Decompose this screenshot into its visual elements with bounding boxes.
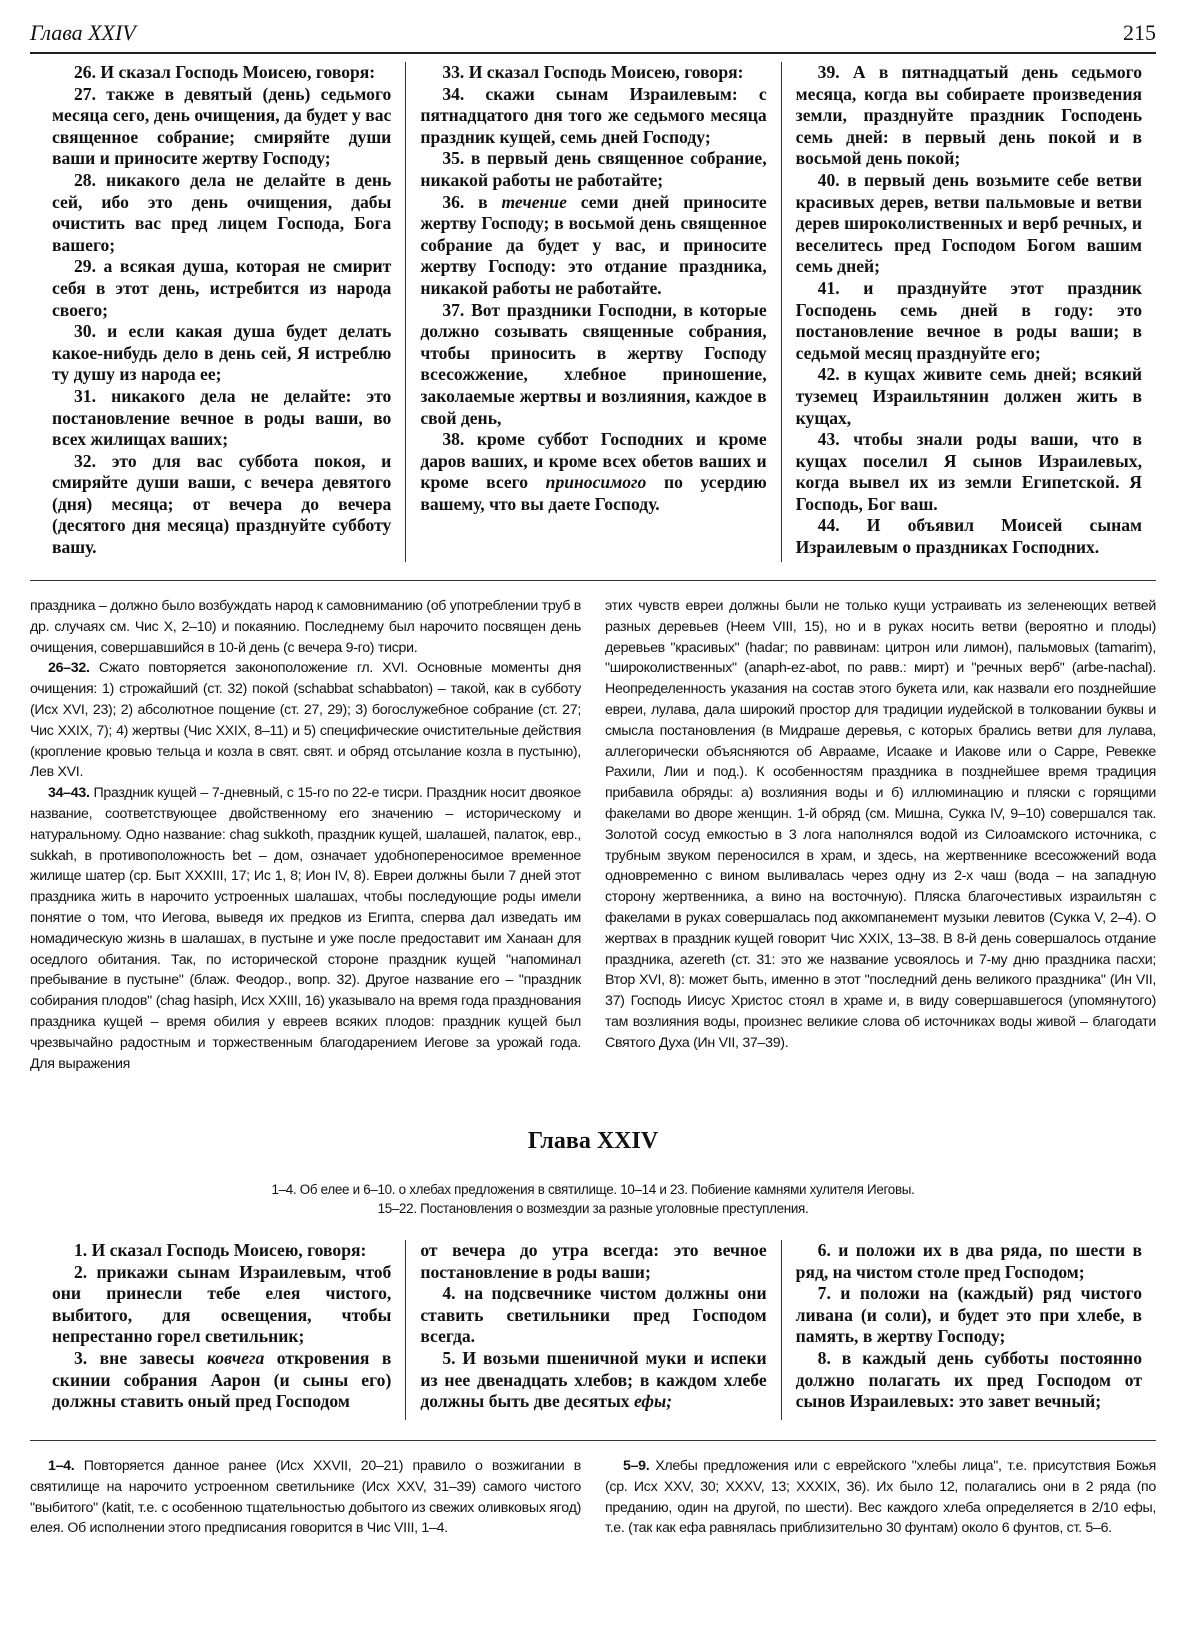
chapter-title: Глава XXIV	[527, 1128, 659, 1154]
verse-3-text-a: 3. вне завесы	[74, 1347, 208, 1368]
verse-column-1	[30, 62, 405, 562]
commentary-text: Хлебы предложения или с еврейского "хлебы лица", т.е. присутствия Божья (ср. Исх XXV, 30; XXXV, 13; XXXIX, 36). Их было 12, полагались они в 2 ряда (по преданию, один на другой, по шести). Вес каждого хлеба определяется в 2/10 ефы, т.е. (так как ефа равнялась приблизительно 30 фунтам) около 6 фунтов, ст. 5–6.	[605, 1458, 1156, 1537]
commentary-paragraph-1-4	[30, 1456, 581, 1539]
verse-37: 37. Вот праздники Господни, в которые должно созывать священные собрания, чтобы приносить в жертву Господу всесожжение, хлебное приношение, заколаемые жертвы и возлияния, каждое в свой день,	[420, 299, 767, 428]
verse-column-2	[405, 62, 780, 562]
verse-44: 44. И объявил Моисей сынам Израилевым о праздниках Господних.	[795, 515, 1142, 558]
commentary-reference: 1–4.	[48, 1458, 75, 1474]
verse-5-italic: ефы;	[634, 1391, 673, 1412]
verse-29: 29. а всякая душа, которая не смирит себя в этот день, истребится из народа своего;	[52, 256, 392, 320]
top-commentary	[30, 596, 1156, 1074]
verse-38-italic: приносимого	[545, 472, 647, 493]
verse-27: 27. также в девятый (день) седьмого месяца сего, день очищения, да будет у вас священное собрание; смиряйте души ваши и приносите жертву Господу;	[52, 83, 392, 169]
running-chapter-title: Глава XXIV	[30, 20, 136, 45]
commentary-column-right	[605, 596, 1156, 1074]
verse-43: 43. чтобы знали роды ваши, что в кущах поселил Я сынов Израилевых, когда вывел их из земли Египетской. Я Господь, Бог ваш.	[795, 429, 1142, 514]
verse-3-continued: от вечера до утра всегда: это вечное постановление в роды ваши;	[420, 1240, 767, 1282]
verse-column-2	[405, 1240, 780, 1420]
verse-38-text-a: 38. кроме суббот Господних и кроме даров ваших, и кроме всех обетов ваших и кроме всего	[420, 429, 767, 493]
verse-8: 8. в каждый день субботы постоянно должно полагать их пред Господом от сынов Израилевых: это завет вечный;	[795, 1347, 1142, 1412]
chapter-summary-line-1: 1–4. Об елее и 6–10. о хлебах предложения в святилище. 10–14 и 23. Побиение камнями хулителя Иеговы.	[271, 1182, 915, 1197]
verse-36-text-a: 36. в	[442, 191, 502, 212]
bottom-verse-columns	[30, 1240, 1156, 1420]
verse-3	[52, 1348, 391, 1413]
section-divider	[30, 1440, 1156, 1441]
verse-2: 2. прикажи сынам Израилевым, чтоб они принесли тебе елея чистого, выбитого, для освещения, чтобы непрестанно горел светильник;	[52, 1261, 392, 1347]
running-header	[30, 18, 1156, 54]
verse-7: 7. и положи на (каждый) ряд чистого ливана (и соли), и будет это при хлебе, в память, в жертву Господу;	[795, 1283, 1142, 1347]
verse-28: 28. никакого дела не делайте в день сей, ибо это день очищения, дабы очистить вас пред лицем Господа, Бога вашего;	[52, 169, 392, 255]
verse-30: 30. и если какая душа будет делать какое-нибудь дело в день сей, Я истреблю ту душу из народа ее;	[52, 321, 392, 385]
verse-36	[420, 192, 766, 300]
page-number: 215	[1123, 20, 1156, 45]
verse-3-text-b: откровения в скинии собрания Аарон (и сыны его) должны ставить оный пред Господом	[52, 1347, 392, 1412]
section-divider	[30, 580, 1156, 581]
top-verse-columns	[30, 62, 1156, 562]
commentary-column-left	[30, 596, 581, 1074]
verse-4: 4. на подсвечнике чистом должны они ставить светильники пред Господом всегда.	[420, 1283, 767, 1347]
verse-42: 42. в кущах живите семь дней; всякий туземец Израильтянин должен жить в кущах,	[795, 364, 1142, 428]
verse-35: 35. в первый день священное собрание, никакой работы не работайте;	[420, 148, 767, 190]
commentary-reference: 5–9.	[623, 1458, 650, 1474]
verse-31: 31. никакого дела не делайте: это постановление вечное в роды ваши, во всех жилищах ваших;	[52, 385, 392, 450]
verse-36-italic: течение	[501, 191, 567, 212]
verse-3-italic: ковчега	[207, 1347, 265, 1368]
commentary-paragraph-5-9	[605, 1456, 1156, 1539]
verse-5	[420, 1348, 766, 1413]
commentary-paragraph-34-43	[30, 783, 581, 1074]
verse-column-3	[781, 62, 1156, 562]
verse-40: 40. в первый день возьмите себе ветви красивых дерев, ветви пальмовые и ветви дерев широколиственных и верб речных, и веселитесь пред Господом Богом вашим семь дней;	[795, 169, 1142, 277]
verse-33: 33. И сказал Господь Моисею, говоря:	[442, 62, 744, 82]
commentary-text: Сжато повторяется законоположение гл. XVI. Основные моменты дня очищения: 1) строжайший (ст. 32) покой (schabbat schabbaton) – такой, как в субботу (Исх XVI, 23); 2) абсолютное пощение (ст. 27, 29); 3) богослужебное собрание (ст. 27; Чис XXIX, 7); 4) жертвы (Чис XXIX, 8–11) и 5) специфические очистительные действия (кропление кровью тельца и козла в свят. свят. и обряд отсылание козла в пустыню), Лев XVI.	[30, 660, 581, 781]
verse-column-1	[30, 1240, 405, 1420]
commentary-paragraph-26-32	[30, 658, 581, 783]
verse-5-text: 5. И возьми пшеничной муки и испеки из нее двенадцать хлебов; в каждом хлебе должны быть две десятых	[420, 1347, 767, 1412]
commentary-text: Праздник кущей – 7-дневный, с 15-го по 22-е тисри. Праздник носит двоякое название, соответствующее двойственному его значению – историческому и натуральному. Одно название: chag sukkoth, праздник кущей, шалашей, палаток, евр., sukkah, в противоположность bet – дом, означает удобнопереносимое временное жилище шатер (ср. Быт XXXIII, 17; Ис 1, 8; Ион IV, 8). Евреи должны были 7 дней этот праздника жить в нарочито устроенных шалашах, чтобы последующие роды имели понятие о том, что Иегова, выведя их предков из Египта, сперва дал изведать им номадическую жизнь в шалашах, в пустыне и уже после предоставит им Ханаан для оседлого обитания. Так, по исторической стороне праздник кущей "напоминал пребывание в пустыне" (блаж. Феодор., вопр. 32). Другое название его – "праздник собирания плодов" (chag hasiph, Исх XXIII, 16) указывало на время года празднования праздника кущей – время обилия у евреев всяких плодов: праздник кущей был чрезвычайно радостным и торжественным благодарением Иегове за урожай года. Для выражения	[30, 785, 581, 1072]
commentary-reference: 26–32.	[48, 660, 90, 677]
chapter-summary-line-2: 15–22. Постановления о возмездии за разные уголовные преступления.	[377, 1201, 809, 1216]
commentary-paragraph: этих чувств евреи должны были не только кущи устраивать из зеленеющих ветвей разных деревьев (Неем VIII, 15), но и в руках носить ветви (вероятно и плоды) деревьев "красивых" (hadar; по раввинам: цитрон или лимон), пальмовых (tamarim), "широколиственных" (anaph-ez-abot, по равв.: мирт) и "речных верб" (arbe-nachal). Неопределенность указания на состав этого букета или, как назвали его позднейшие евреи, лулава, дала широкий простор для традиции иудейской в толковании буквы и смысла постановления (в Мидраше деревья, с которых брались ветви для лулава, аллегорически объясняются об Аврааме, Исааке и Иакове или о Сарре, Ревекке Рахили, Лии и под.). К особенностям праздника в позднейшее время традиция прибавила обряды: а) возлияния воды и б) иллюминацию и пляски с горящими факелами во дворе женщин. 1-й обряд (см. Мишна, Сукка IV, 9–10) совершался так. Золотой сосуд емкостью в 3 лога наполнялся водой из Силоамского источника, с трубным звуком переносился в храм, и здесь, на жертвеннике всесожжений вода одновременно с вином выливалась через одну из 2-х чаш (вода – на западную сторону жертвенника, а вино на восточную). Пляска благочестивых израильтян с факелами в руках совершалась под аккомпанемент музыки левитов (Сукка V, 2–4). О жертвах в праздник кущей говорит Чис XXIX, 13–38. В 8-й день совершалось отдание праздника, azereth (ст. 31: это же название усвоялось и 7-му дню праздника пасхи; Втор XVI, 8): может быть, именно в этот "последний день великого праздника" (Ин VII, 37) Господь Иисус Христос стоял в храме и, в виду совершавшегося (упомянутого) там возлияния воды, произнес великие слова об источниках воды живой – благодати Святого Духа (Ин VII, 37–39).	[605, 598, 1156, 1051]
verse-6: 6. и положи их в два ряда, по шести в ряд, на чистом столе пред Господом;	[795, 1240, 1142, 1282]
verse-38	[420, 429, 766, 515]
verse-32: 32. это для вас суббота покоя, и смиряйте души ваши, с вечера девятого (дня) месяца; от вечера до вечера (десятого дня месяца) празднуйте субботу вашу.	[52, 450, 392, 558]
verse-41: 41. и празднуйте этот праздник Господень семь дней в году: это постановление вечное в роды ваши; в седьмой месяц празднуйте его;	[795, 277, 1142, 363]
verse-column-3	[781, 1240, 1156, 1420]
commentary-reference: 34–43.	[48, 785, 90, 802]
verse-34: 34. скажи сынам Израилевым: с пятнадцатого дня того же седьмого месяца праздник кущей, семь дней Господу;	[420, 83, 767, 147]
bottom-commentary	[30, 1456, 1156, 1539]
verse-36-text-b: семи дней приносите жертву Господу; в восьмой день священное собрание да будет у вас, и приносите жертву Господу: это отдание праздника, никакой работы не работайте.	[420, 191, 767, 298]
verse-39: 39. А в пятнадцатый день седьмого месяца, когда вы собираете произведения земли, празднуйте праздник Господень семь дней: в первый день покой и в восьмой день покой;	[795, 62, 1142, 169]
commentary-paragraph: праздника – должно было возбуждать народ к самовниманию (об употреблении труб в др. случаях см. Чис X, 2–10) и покаянию. Последнему был нарочито посвящен день очищения, совершавшийся в 10-й день (с вечера 9-го) тисри.	[30, 598, 581, 656]
commentary-text: Повторяется данное ранее (Исх XXVII, 20–21) правило о возжигании в святилище на нарочито устроенном светильнике (Исх XXV, 31–39) самого чистого "выбитого" (katit, т.е. с особенною тщательностью добытого из свежих оливковых ягод) елея. Об исполнении этого предписания говорится в Чис VIII, 1–4.	[30, 1458, 581, 1537]
verse-1: 1. И сказал Господь Моисею, говоря:	[74, 1240, 367, 1260]
verse-26: 26. И сказал Господь Моисею, говоря:	[74, 62, 376, 82]
verse-38-text-b: по усердию вашему, что вы даете Господу.	[420, 472, 767, 514]
